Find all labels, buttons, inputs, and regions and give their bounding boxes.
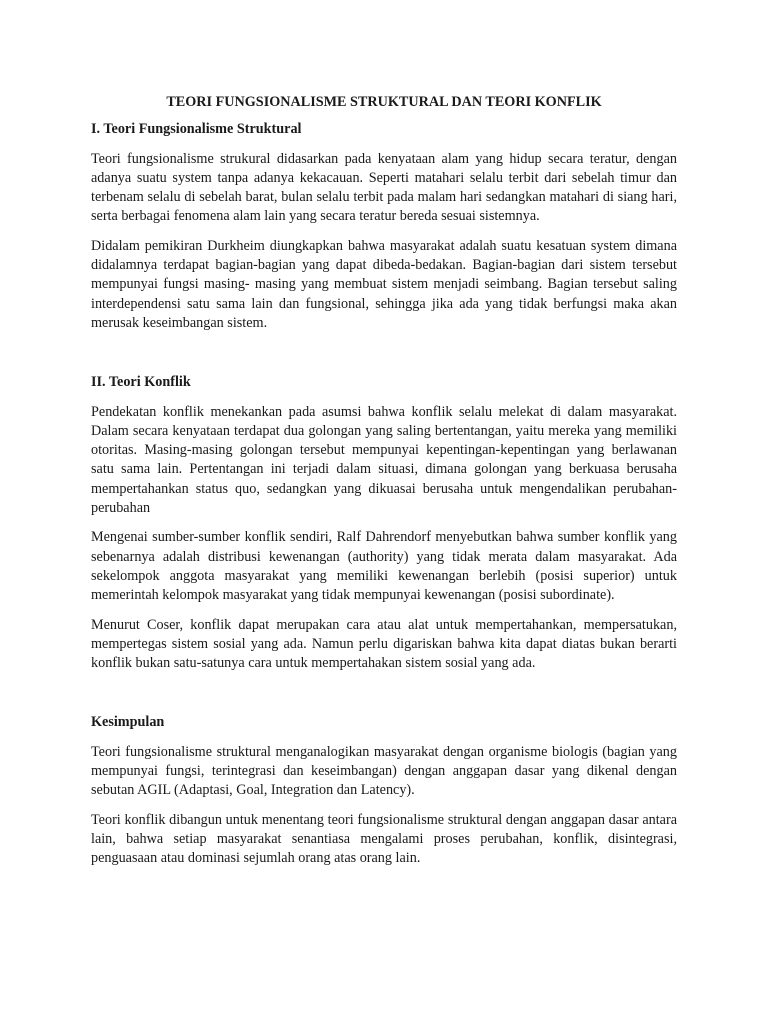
- paragraph: Teori fungsionalisme struktural menganalogikan masyarakat dengan organisme biologis (bagian yang mempunyai fungsi, terintegrasi dan keseimbangan) dengan anggapan dasar yang dikenal dengan sebutan AGIL (Adaptasi, Goal, Integration dan Latency).: [91, 743, 677, 799]
- section-fungsionalisme: [91, 120, 677, 333]
- section-heading: Kesimpulan: [91, 714, 165, 731]
- paragraph: Mengenai sumber-sumber konflik sendiri, Ralf Dahrendorf menyebutkan bahwa sumber konflik yang sebenarnya adalah distribusi kewenangan (authority) yang tidak merata dalam masyarakat. Ada sekelompok anggota masyarakat yang memiliki kewenangan berlebih (posisi superior) untuk memerintah kelompok masyarakat yang tidak mempunyai kewenangan (posisi subordinate).: [91, 529, 677, 604]
- section-heading: I. Teori Fungsionalisme Struktural: [91, 121, 302, 138]
- section-heading: II. Teori Konflik: [91, 374, 191, 391]
- section-konflik: [91, 373, 677, 673]
- paragraph: Pendekatan konflik menekankan pada asumsi bahwa konflik selalu melekat di dalam masyarakat. Dalam secara kenyataan terdapat dua golongan yang saling bertentangan, yaitu mereka yang memiliki otoritas. Masing-masing golongan tersebut mempunyai kepentingan-kepentingan yang berlawanan satu sama lain. Pertentangan ini terjadi dalam situasi, dimana golongan yang berkuasa berusaha mempertahankan status quo, sedangkan yang dikuasai berusaha untuk mengendalikan perubahan- perubahan: [91, 403, 677, 517]
- paragraph: Teori konflik dibangun untuk menentang teori fungsionalisme struktural dengan anggapan dasar antara lain, bahwa setiap masyarakat senantiasa mengalami proses perubahan, konflik, disintegrasi, penguasaan atau dominasi sejumlah orang atas orang lain.: [91, 811, 677, 867]
- document-title: TEORI FUNGSIONALISME STRUKTURAL DAN TEORI KONFLIK: [166, 94, 602, 110]
- paragraph: Menurut Coser, konflik dapat merupakan cara atau alat untuk mempertahankan, mempersatukan, mempertegas sistem sosial yang ada. Namun perlu digariskan bahwa kita dapat diatas bukan berarti konflik bukan satu-satunya cara untuk mempertahakan sistem sosial yang ada.: [91, 616, 677, 672]
- section-kesimpulan: [91, 713, 677, 868]
- document-page: [91, 93, 677, 879]
- paragraph: Teori fungsionalisme strukural didasarkan pada kenyataan alam yang hidup secara teratur, dengan adanya suatu system tanpa adanya kekacauan. Seperti matahari selalu terbit dari sebelah timur dan terbenam selalu di sebelah barat, bulan selalu terbit pada malam hari sedangkan matahari di siang hari, serta berbagai fenomena alam lain yang secara teratur bereda sesuai sistemnya.: [91, 150, 677, 225]
- paragraph: Didalam pemikiran Durkheim diungkapkan bahwa masyarakat adalah suatu kesatuan system dimana didalamnya terdapat bagian-bagian yang dapat dibeda-bedakan. Bagian-bagian dari sistem tersebut mempunyai fungsi masing- masing yang membuat sistem menjadi seimbang. Bagian tersebut saling interdependensi satu sama lain dan fungsional, sehingga jika ada yang tidak berfungsi maka akan merusak keseimbangan sistem.: [91, 237, 677, 331]
